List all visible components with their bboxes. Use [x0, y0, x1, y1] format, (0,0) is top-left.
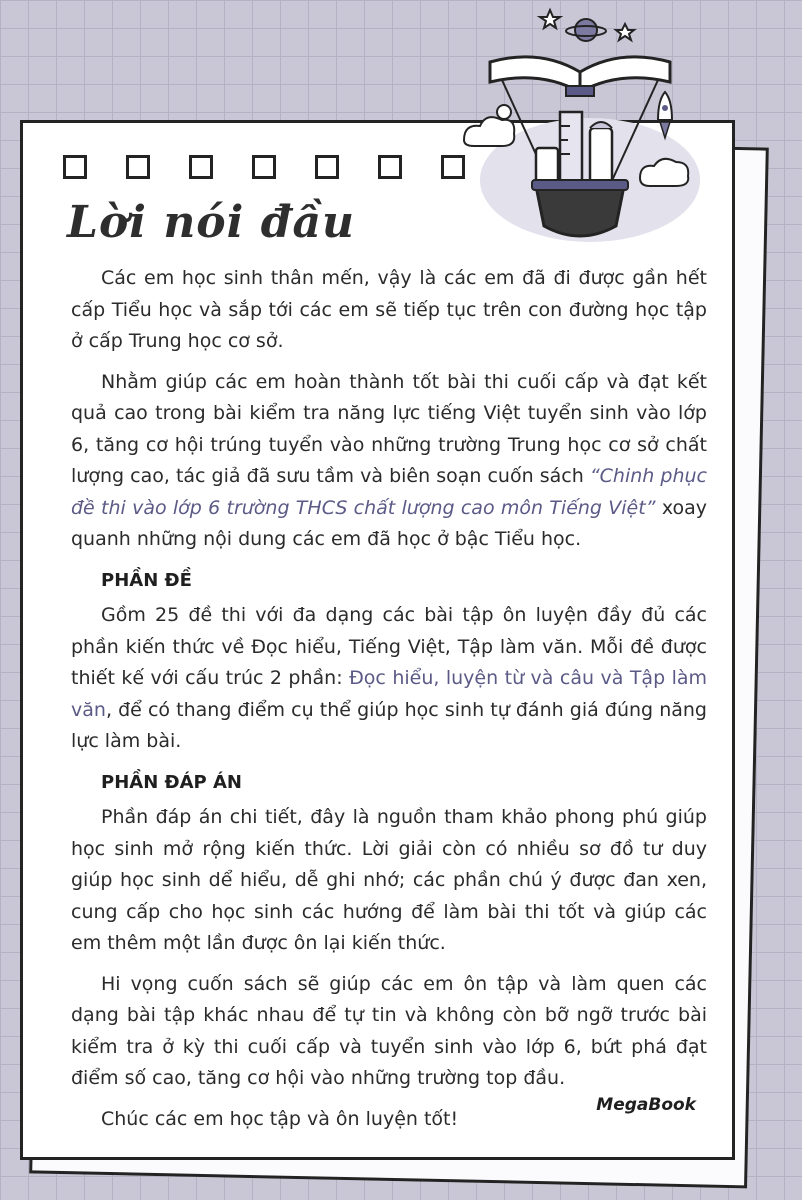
book-title: “Chinh phục đề thi vào lớp 6 trường THCS chất lượng cao môn Tiếng Việt” — [71, 465, 707, 519]
signature: MegaBook — [596, 1095, 696, 1115]
page-title: Lời nói đầu — [67, 197, 355, 248]
cloud-icon — [464, 117, 514, 146]
basket-icon — [532, 180, 628, 236]
purpose-paragraph — [71, 367, 707, 556]
section-dapan-heading: PHẦN ĐÁP ÁN — [101, 771, 242, 793]
binder-hole — [189, 155, 213, 179]
binder-hole — [315, 155, 339, 179]
intro-paragraph: Các em học sinh thân mến, vậy là các em đã đi được gần hết cấp Tiểu học và sắp tới các em sẽ tiếp tục trên con đường học tập ở cấp Trung học cơ sở. — [71, 267, 707, 352]
binder-hole — [126, 155, 150, 179]
planet-icon — [566, 19, 606, 41]
rocket-icon — [658, 92, 672, 138]
binder-hole — [252, 155, 276, 179]
hope-paragraph: Hi vọng cuốn sách sẽ giúp các em ôn tập và làm quen các dạng bài tập khác nhau để tự tin và không còn bỡ ngỡ trước bài kiểm tra ở kỳ thi cuối cấp và tuyển sinh vào lớp 6, bứt phá đạt điểm số cao, tăng cơ hội vào những trường top đầu. — [71, 972, 707, 1089]
purpose-text-before: Nhằm giúp các em hoàn thành tốt bài thi cuối cấp và đạt kết quả cao trong bài kiểm tra năng lực tiếng Việt tuyển sinh vào lớp 6, tăng cơ hội trúng tuyển vào những trường Trung học cơ sở chất lượng cao, tác giả đã sưu tầm và biên soạn cuốn sách — [71, 370, 707, 487]
preface-body — [71, 263, 707, 1144]
illustration — [450, 0, 710, 250]
open-book-icon — [490, 57, 670, 96]
section-de-text-after: , để có thang điểm cụ thể giúp học sinh tự đánh giá đúng năng lực làm bài. — [71, 698, 707, 752]
star-icon — [540, 10, 560, 28]
star-icon — [616, 24, 634, 40]
section-de-paragraph — [71, 600, 707, 758]
pencil-icon — [590, 122, 612, 188]
purpose-text-after: xoay quanh những nội dung các em đã học ở bậc Tiểu học. — [71, 496, 707, 550]
section-de-highlight: Đọc hiểu, luyện từ và câu và Tập làm văn — [71, 667, 708, 721]
section-dapan-paragraph: Phần đáp án chi tiết, đây là nguồn tham khảo phong phú giúp học sinh mở rộng kiến thức. Lời giải còn có nhiều sơ đồ tư duy giúp học sinh dể hiểu, dễ ghi nhớ; các phần chú ý được đan xen, cung cấp cho học sinh các hướng để làm bài thi tốt và giúp các em thêm một lần được ôn lại kiến thức. — [71, 806, 707, 954]
binder-hole — [378, 155, 402, 179]
ruler-icon — [560, 112, 582, 188]
section-de-text-before: Gồm 25 đề thi với đa dạng các bài tập ôn luyện đầy đủ các phần kiến thức về Đọc hiểu, Tiếng Việt, Tập làm văn. Mỗi đề được thiết kế với cấu trúc 2 phần: — [71, 604, 707, 689]
wish-paragraph: Chúc các em học tập và ôn luyện tốt! — [101, 1107, 459, 1130]
binder-hole — [63, 155, 87, 179]
notebook-page — [20, 120, 735, 1160]
section-de-heading: PHẦN ĐỀ — [101, 569, 192, 591]
sun-icon — [497, 105, 511, 119]
